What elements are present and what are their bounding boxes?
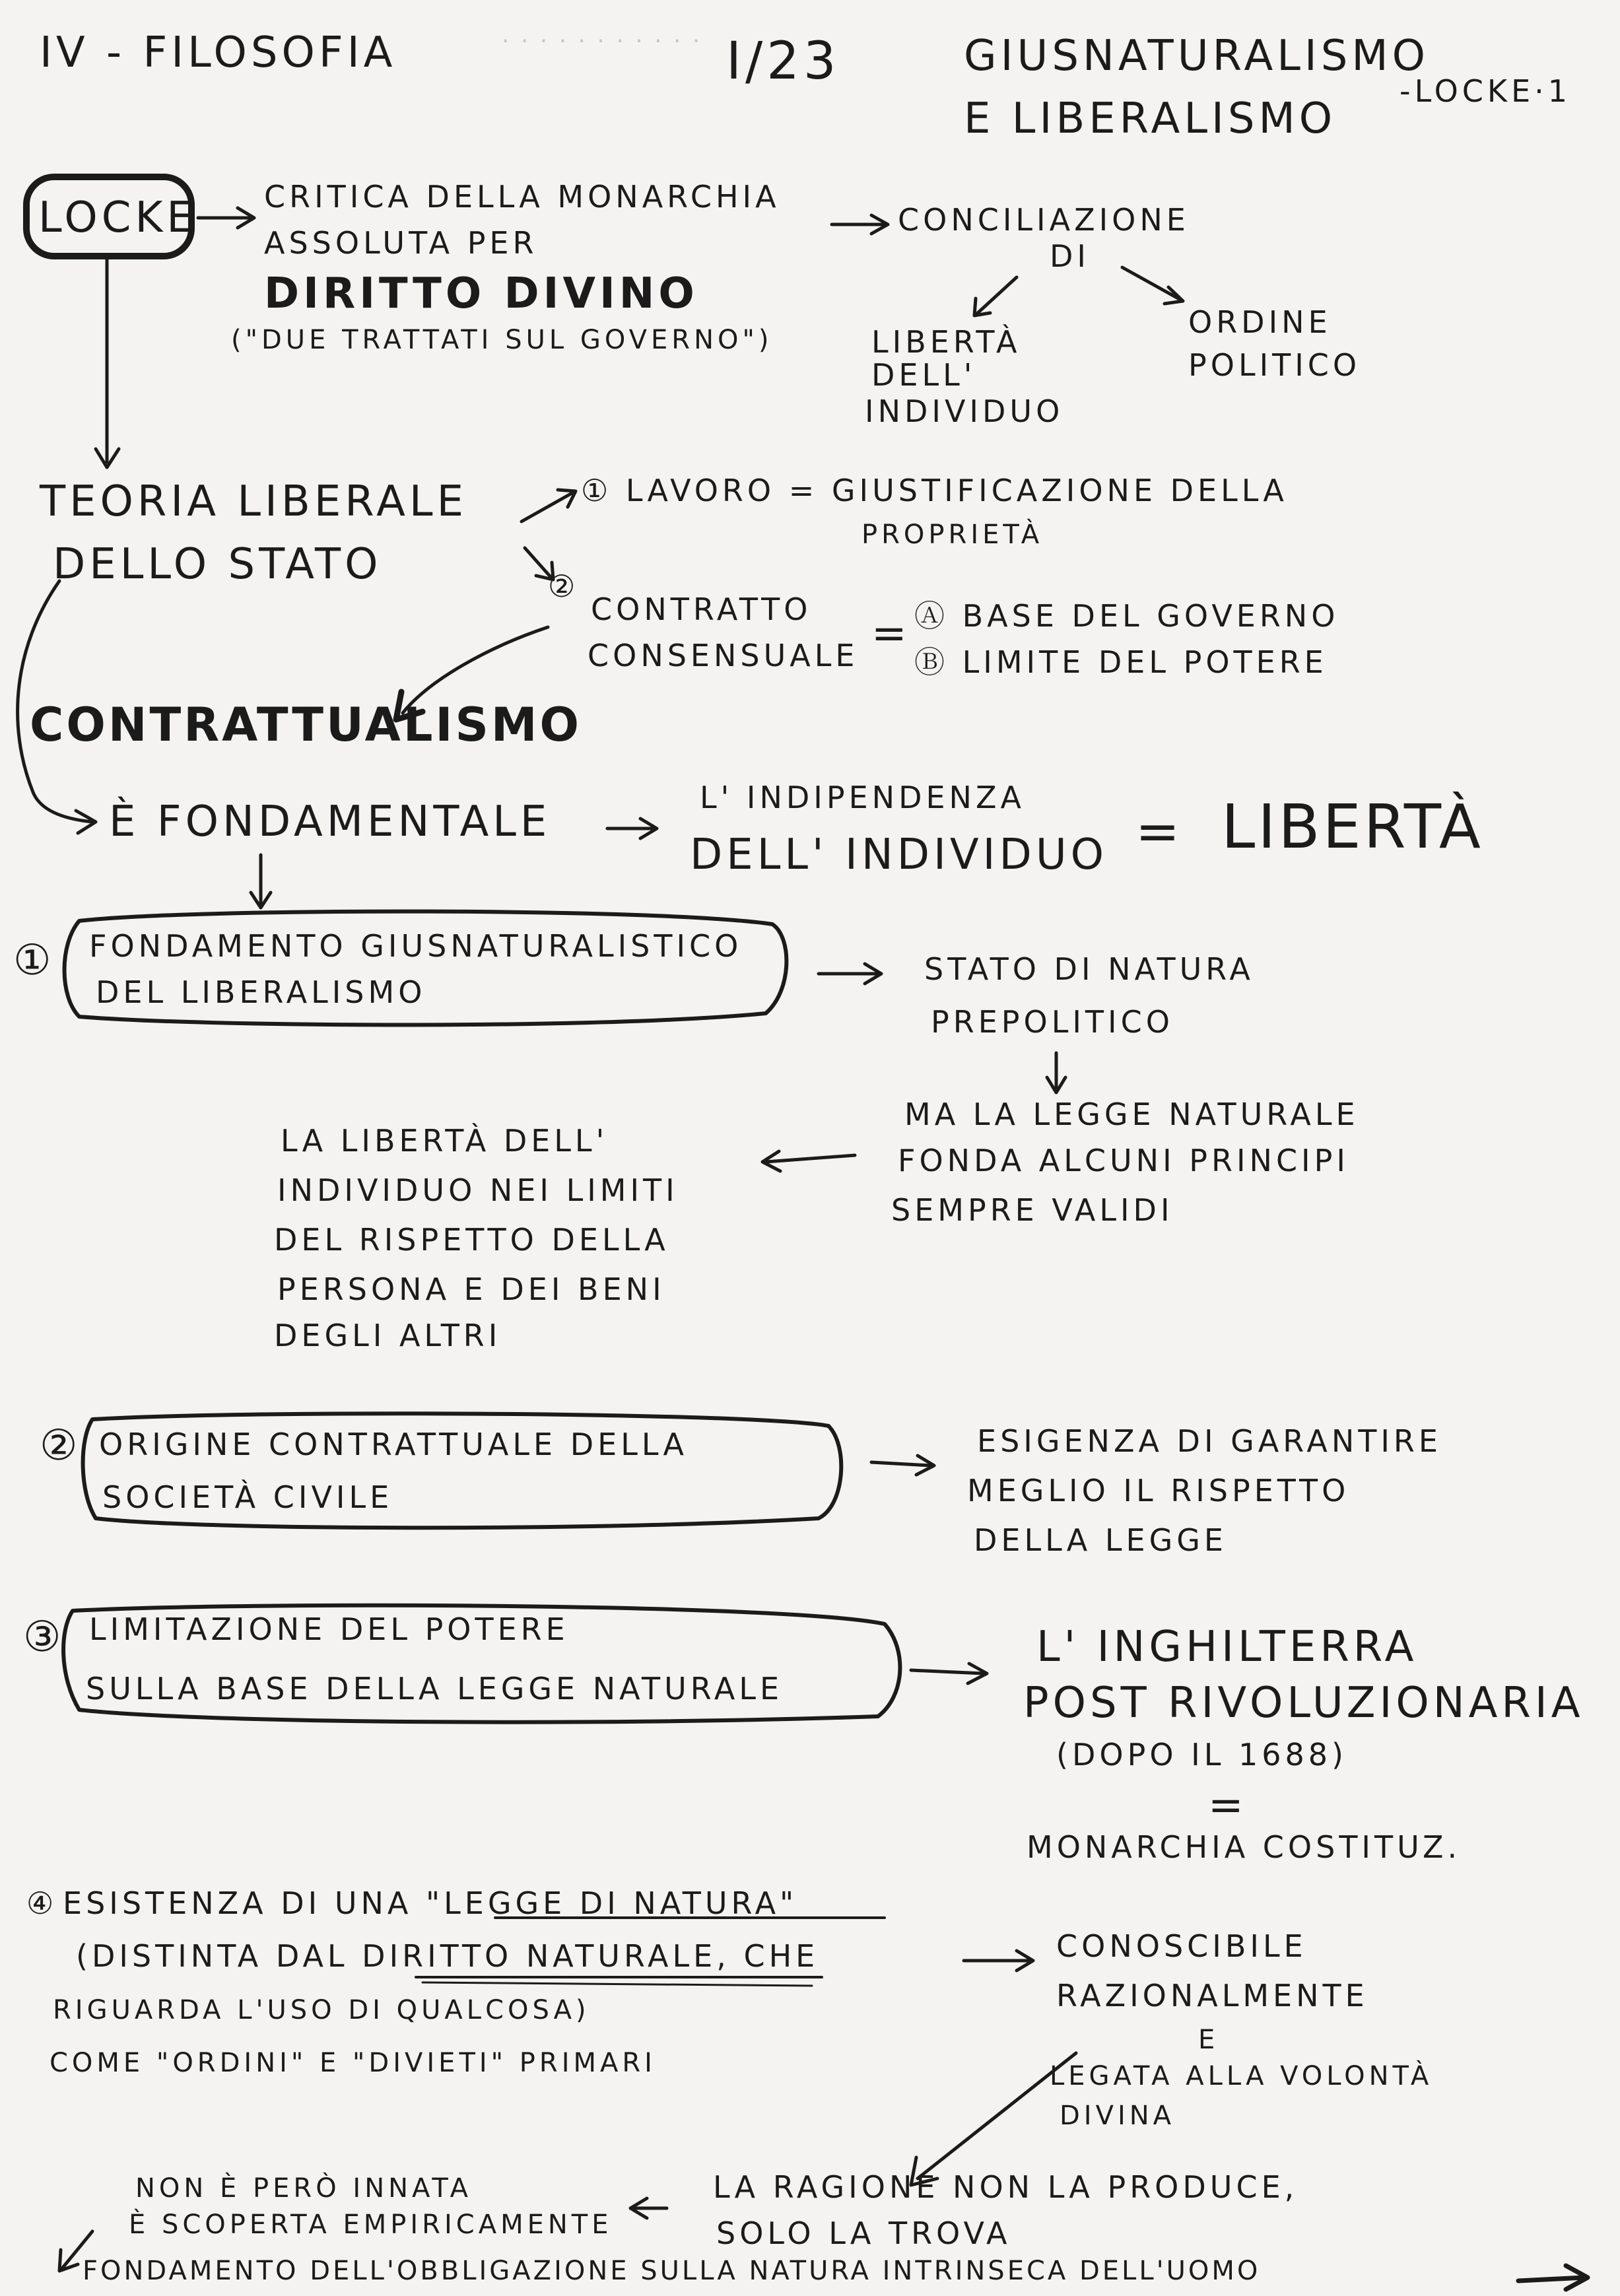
liberty-limits-2: INDIVIDUO NEI LIMITI <box>277 1172 679 1208</box>
knowable-line-2: RAZIONALMENTE <box>1056 1978 1368 2013</box>
liberty-limits-3: DEL RISPETTO DELLA <box>274 1222 669 1258</box>
reason-line-2: SOLO LA TROVA <box>716 2215 1011 2251</box>
england-equals: = <box>1208 1781 1248 1830</box>
england-line-4: MONARCHIA COSTITUZ. <box>1027 1829 1462 1865</box>
point1-line-1: ① LAVORO = GIUSTIFICAZIONE DELLA <box>581 473 1288 508</box>
independence-line-2: DELL' INDIVIDUO <box>690 830 1108 879</box>
critique-line-3: DIRITTO DIVINO <box>264 269 698 318</box>
page-number: I/23 <box>726 32 840 91</box>
knowable-line-3: E <box>1198 2025 1219 2055</box>
order-line-2: POLITICO <box>1188 347 1361 383</box>
section1-title-2: DEL LIBERALISMO <box>96 974 426 1010</box>
knowable-line-4: LEGATA ALLA VOLONTÀ <box>1050 2061 1433 2091</box>
point1-line-2: PROPRIETÀ <box>861 520 1044 550</box>
knowable-line-5: DIVINA <box>1060 2101 1176 2131</box>
liberty-limits-1: LA LIBERTÀ DELL' <box>281 1123 609 1159</box>
knowable-line-1: CONOSCIBILE <box>1056 1928 1307 1964</box>
point2-line-1: CONTRATTO <box>591 591 812 627</box>
order-line-1: ORDINE <box>1188 304 1332 340</box>
section4-line-4: COME "ORDINI" E "DIVIETI" PRIMARI <box>50 2048 656 2078</box>
law-line-1: MA LA LEGGE NATURALE <box>904 1097 1359 1132</box>
liberty-limits-5: DEGLI ALTRI <box>274 1318 502 1353</box>
section1-number: ① <box>13 936 55 985</box>
section3-title-2: SULLA BASE DELLA LEGGE NATURALE <box>86 1671 784 1706</box>
innate-line-1: NON È PERÒ INNATA <box>135 2173 473 2204</box>
critique-line-2: ASSOLUTA PER <box>264 225 538 261</box>
conciliation-line-1: CONCILIAZIONE <box>898 202 1190 238</box>
liberty-limits-4: PERSONA E DEI BENI <box>277 1271 665 1307</box>
course-label: IV - FILOSOFIA <box>40 28 397 77</box>
liberty-line-1: LIBERTÀ <box>871 324 1021 360</box>
locke-tag: -LOCKE·1 <box>1400 73 1572 109</box>
liberty-line-2: DELL' <box>871 357 976 393</box>
critique-line-1: CRITICA DELLA MONARCHIA <box>264 179 780 215</box>
need-line-2: MEGLIO IL RISPETTO <box>967 1473 1350 1508</box>
innate-line-2: È SCOPERTA EMPIRICAMENTE <box>129 2210 613 2240</box>
theory-title-1: TEORIA LIBERALE <box>40 477 467 526</box>
bottom-line: FONDAMENTO DELL'OBBLIGAZIONE SULLA NATURA INTRINSECA DELL'UOMO <box>83 2256 1261 2286</box>
fundamental-lead: È FONDAMENTALE <box>109 797 551 846</box>
section3-number: ③ <box>23 1613 65 1662</box>
liberty-word: LIBERTÀ <box>1221 792 1483 862</box>
section4-number: ④ <box>26 1885 58 1921</box>
liberty-line-3: INDIVIDUO <box>865 393 1064 429</box>
law-line-2: FONDA ALCUNI PRINCIPI <box>898 1143 1349 1178</box>
state-line-1: STATO DI NATURA <box>924 951 1254 987</box>
theory-title-2: DELLO STATO <box>53 540 382 589</box>
section4-line-1: ESISTENZA DI UNA "LEGGE DI NATURA" <box>63 1885 798 1921</box>
section4-line-2: (DISTINTA DAL DIRITTO NATURALE, CHE <box>76 1938 819 1974</box>
conciliation-line-2: DI <box>1050 238 1090 274</box>
bleed-through-text: · · · · · · · · · · · <box>502 28 702 55</box>
law-line-3: SEMPRE VALIDI <box>891 1192 1174 1228</box>
point2-a: Ⓐ BASE DEL GOVERNO <box>914 598 1339 634</box>
need-line-3: DELLA LEGGE <box>974 1522 1227 1558</box>
title-line-2: E LIBERALISMO <box>964 94 1337 143</box>
england-line-2: POST RIVOLUZIONARIA <box>1023 1679 1584 1728</box>
point2-equals: = <box>871 609 911 658</box>
point2-b: Ⓑ LIMITE DEL POTERE <box>914 644 1328 680</box>
england-line-1: L' INGHILTERRA <box>1036 1623 1418 1671</box>
england-line-3: (DOPO IL 1688) <box>1056 1737 1347 1773</box>
section4-line-3: RIGUARDA L'USO DI QUALCOSA) <box>53 1995 590 2025</box>
point2-line-2: CONSENSUALE <box>588 638 859 673</box>
section2-title-2: SOCIETÀ CIVILE <box>102 1479 393 1515</box>
fundamental-equals: = <box>1135 801 1184 862</box>
title-line-1: GIUSNATURALISMO <box>964 32 1429 81</box>
point2-number: ② <box>548 568 580 604</box>
section3-title-1: LIMITAZIONE DEL POTERE <box>89 1611 569 1647</box>
need-line-1: ESIGENZA DI GARANTIRE <box>977 1423 1442 1459</box>
locke-node: LOCKE <box>38 193 197 242</box>
section1-title-1: FONDAMENTO GIUSNATURALISTICO <box>89 928 743 964</box>
contractualism-heading: CONTRATTUALISMO <box>30 698 582 752</box>
critique-line-4: ("DUE TRATTATI SUL GOVERNO") <box>231 325 773 355</box>
reason-line-1: LA RAGIONE NON LA PRODUCE, <box>713 2169 1299 2205</box>
independence-line-1: L' INDIPENDENZA <box>700 780 1025 815</box>
section2-number: ② <box>40 1421 82 1470</box>
state-line-2: PREPOLITICO <box>931 1004 1174 1040</box>
section2-title-1: ORIGINE CONTRATTUALE DELLA <box>99 1427 688 1462</box>
